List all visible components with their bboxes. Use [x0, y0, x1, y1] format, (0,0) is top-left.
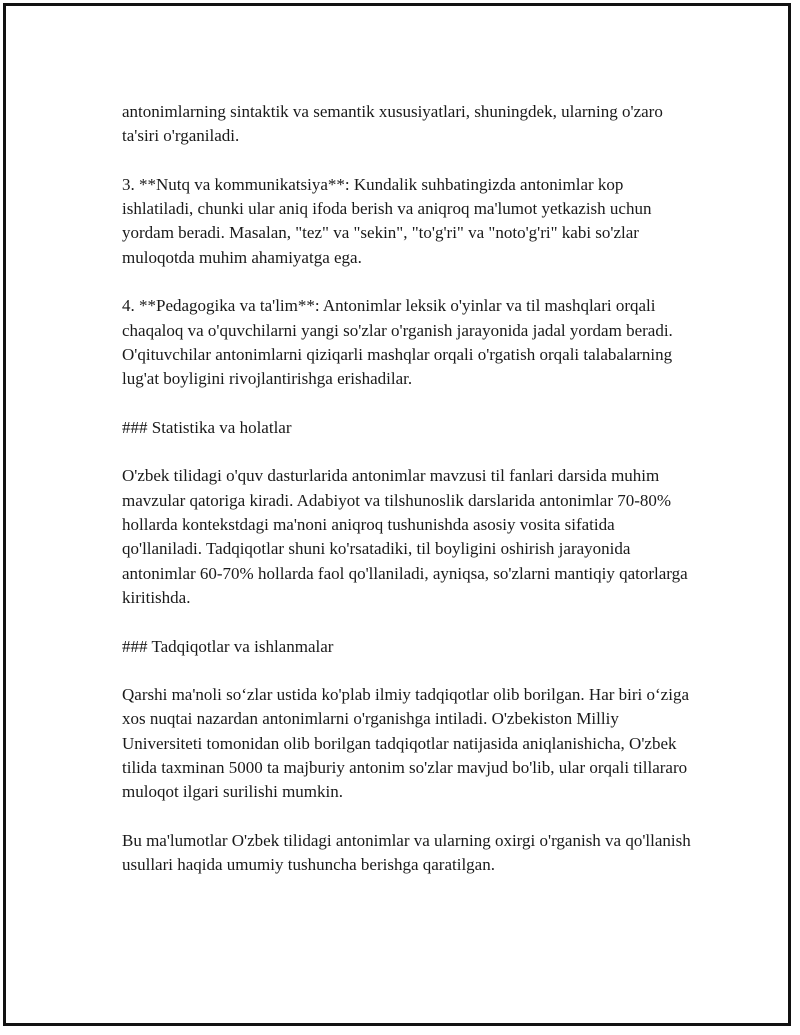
paragraph-speech-communication: 3. **Nutq va kommunikatsiya**: Kundalik suhbatingizda antonimlar kop ishlatiladi, chunki ular aniq ifoda berish va aniqroq ma'lumot yetkazish uchun yordam beradi. Masalan, "tez" va "sekin", "to'g'ri" va "noto'g'ri" kabi so'zlar muloqotda muhim ahamiyatga ega. — [122, 174, 652, 267]
paragraph-pedagogy: 4. **Pedagogika va ta'lim**: Antonimlar leksik o'yinlar va til mashqlari orqali chaqaloq va o'quvchilarni yangi so'zlar o'rganish jarayonida jadal yordam beradi. O'qituvchilar antonimlarni qiziqarli mashqlar orqali o'rgatish orqali talabalarning lug'at boyligini rivojlantirishga erishadilar. — [122, 296, 673, 389]
paragraph-conclusion: Bu ma'lumotlar O'zbek tilidagi antonimlar va ularning oxirgi o'rganish va qo'llanish usullari haqida umumiy tushuncha berishga qaratilgan. — [122, 830, 691, 875]
paragraph-continuation: antonimlarning sintaktik va semantik xususiyatlari, shuningdek, ularning o'zaro ta'siri o'rganiladi. — [122, 102, 663, 146]
document-page — [3, 3, 791, 1026]
document-body — [122, 100, 692, 902]
paragraph-research: Qarshi ma'noli so‘zlar ustida ko'plab ilmiy tadqiqotlar olib borilgan. Har biri o‘ziga xos nuqtai nazardan antonimlarni o'rganishga intiladi. O'zbekiston Milliy Universiteti tomonidan olib borilgan tadqiqotlar natijasida aniqlanishicha, O'zbek tilida taxminan 5000 ta majburiy antonim so'zlar mavjud bo'lib, ular orqali tillararo muloqot ilgari surilishi mumkin. — [122, 685, 689, 802]
paragraph-statistics: O'zbek tilidagi o'quv dasturlarida antonimlar mavzusi til fanlari darsida muhim mavzular qatoriga kiradi. Adabiyot va tilshunoslik darslarida antonimlar 70-80% hollarda kontekstdagi ma'noni aniqroq tushunishda asosiy vosita sifatida qo'llaniladi. Tadqiqotlar shuni ko'rsatadiki, til boyligini oshirish jarayonida antonimlar 60-70% hollarda faol qo'llaniladi, ayniqsa, so'zlarni mantiqiy qatorlarga kiritishda. — [122, 466, 688, 607]
heading-statistics: ### Statistika va holatlar — [122, 417, 292, 437]
heading-research: ### Tadqiqotlar va ishlanmalar — [122, 636, 334, 656]
